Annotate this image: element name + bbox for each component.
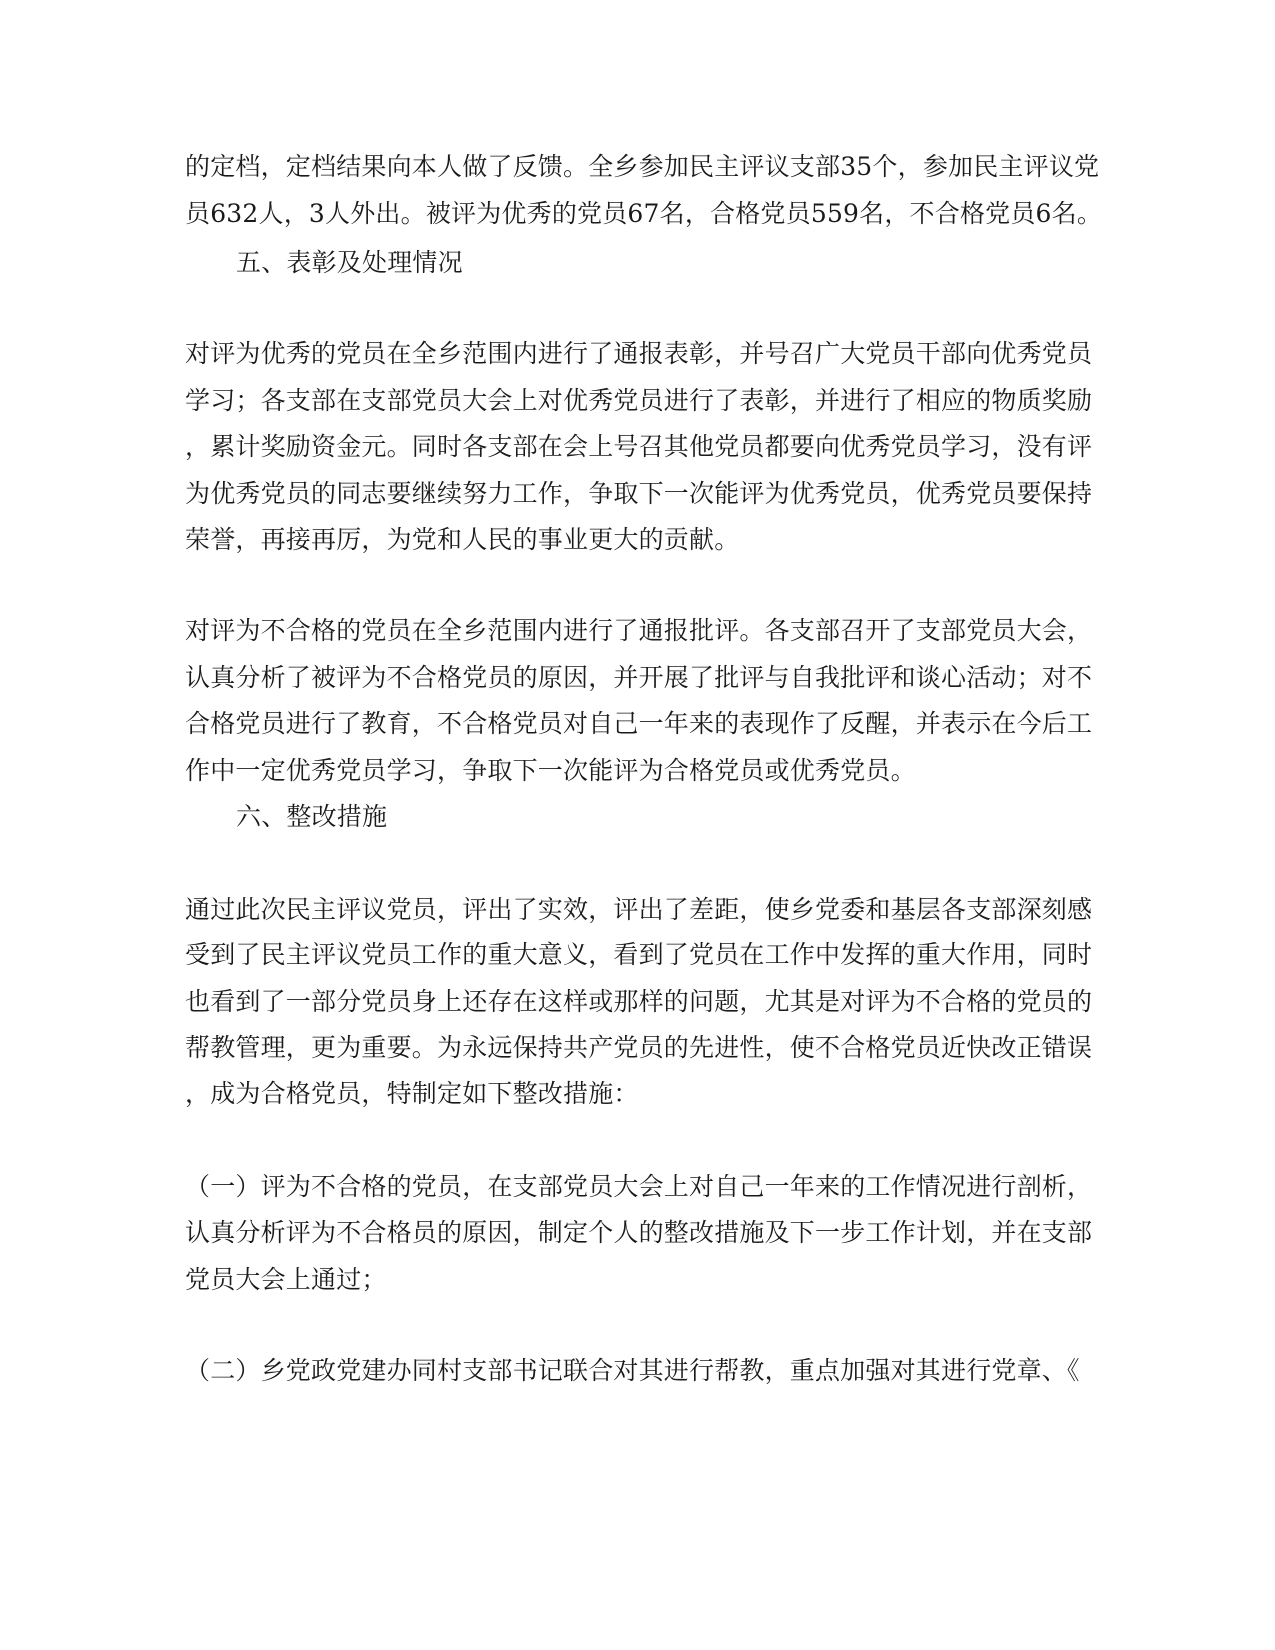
paragraph-line: 认真分析了被评为不合格党员的原因，并开展了批评与自我批评和谈心活动；对不 bbox=[185, 663, 1093, 692]
paragraph-line: ，累计奖励资金元。同时各支部在会上号召其他党员都要向优秀党员学习，没有评 bbox=[185, 432, 1093, 461]
section-heading: 六、整改措施 bbox=[236, 802, 388, 831]
paragraph-line: 学习；各支部在支部党员大会上对优秀党员进行了表彰，并进行了相应的物质奖励 bbox=[185, 386, 1093, 415]
paragraph-line: 员632人，3人外出。被评为优秀的党员67名，合格党员559名，不合格党员6名。 bbox=[185, 199, 1103, 228]
paragraph-line: 合格党员进行了教育，不合格党员对自己一年来的表现作了反醒，并表示在今后工 bbox=[185, 709, 1093, 738]
paragraph-line: 党员大会上通过； bbox=[185, 1265, 387, 1294]
paragraph-line: ，成为合格党员，特制定如下整改措施： bbox=[185, 1079, 639, 1108]
paragraph-line: 对评为优秀的党员在全乡范围内进行了通报表彰，并号召广大党员干部向优秀党员 bbox=[185, 339, 1093, 368]
paragraph-line: 作中一定优秀党员学习，争取下一次能评为合格党员或优秀党员。 bbox=[185, 756, 916, 785]
paragraph-line: （二）乡党政党建办同村支部书记联合对其进行帮教，重点加强对其进行党章、《 bbox=[185, 1356, 1080, 1385]
paragraph-line: 荣誉，再接再厉，为党和人民的事业更大的贡献。 bbox=[185, 525, 740, 554]
paragraph-line: 也看到了一部分党员身上还存在这样或那样的问题，尤其是对评为不合格的党员的 bbox=[185, 987, 1093, 1016]
paragraph-line: （一）评为不合格的党员，在支部党员大会上对自己一年来的工作情况进行剖析， bbox=[185, 1172, 1093, 1201]
paragraph-line: 认真分析评为不合格员的原因，制定个人的整改措施及下一步工作计划，并在支部 bbox=[185, 1218, 1093, 1247]
paragraph-line: 为优秀党员的同志要继续努力工作，争取下一次能评为优秀党员，优秀党员要保持 bbox=[185, 479, 1093, 508]
paragraph-line: 对评为不合格的党员在全乡范围内进行了通报批评。各支部召开了支部党员大会， bbox=[185, 616, 1093, 645]
paragraph-line: 的定档，定档结果向本人做了反馈。全乡参加民主评议支部35个，参加民主评议党 bbox=[185, 152, 1100, 181]
paragraph-line: 帮教管理，更为重要。为永远保持共产党员的先进性，使不合格党员近快改正错误 bbox=[185, 1033, 1093, 1062]
paragraph-line: 通过此次民主评议党员，评出了实效，评出了差距，使乡党委和基层各支部深刻感 bbox=[185, 895, 1093, 924]
section-heading: 五、表彰及处理情况 bbox=[236, 248, 463, 277]
paragraph-line: 受到了民主评议党员工作的重大意义，看到了党员在工作中发挥的重大作用，同时 bbox=[185, 940, 1093, 969]
